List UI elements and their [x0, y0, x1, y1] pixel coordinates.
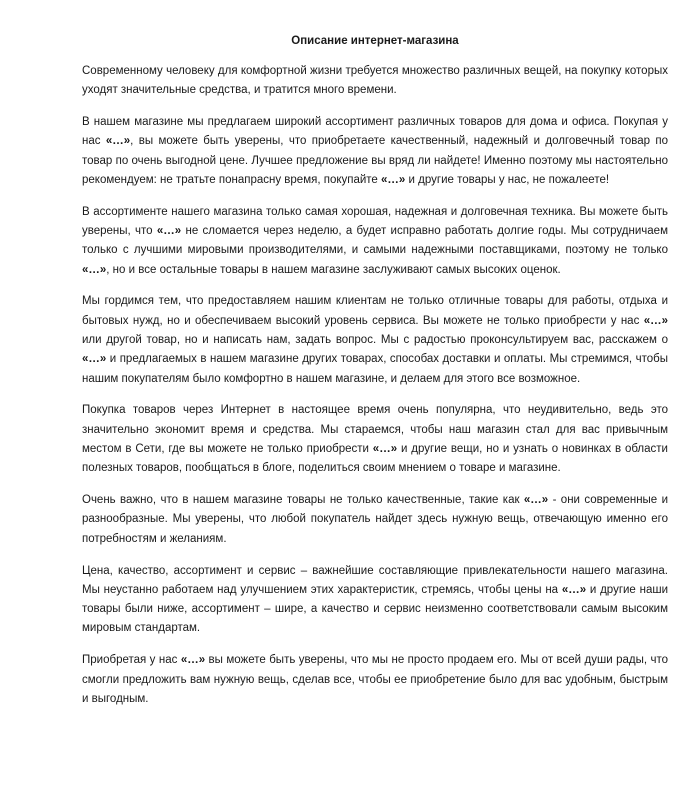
paragraph-text: не сломается через неделю, а будет исправно работать долгие годы. Мы сотрудничаем только с лучшими мировыми производителями, и самыми надежными поставщиками, поэтому не только — [82, 225, 668, 257]
product-placeholder: «…» — [82, 263, 107, 276]
paragraph-2 — [82, 113, 668, 190]
paragraph-text: и другие вещи, но и узнать о новинках в области полезных товаров, пообщаться в блоге, поделиться своим мнением о товаре и магазине. — [82, 443, 668, 475]
paragraph-7 — [82, 562, 668, 639]
paragraph-4 — [82, 292, 668, 388]
paragraph-3 — [82, 203, 668, 280]
paragraph-text: и другие товары у нас, не пожалеете! — [405, 173, 610, 186]
product-placeholder: «…» — [105, 135, 131, 148]
paragraph-text: Мы гордимся тем, что предоставляем нашим клиентам не только отличные товары для работы, отдыха и бытовых нужд, но и обеспечиваем высокий уровень сервиса. Вы можете не только приобрести у нас — [82, 295, 668, 327]
product-placeholder: «…» — [82, 353, 107, 366]
paragraph-text: , но и все остальные товары в нашем магазине заслуживают самых высоких оценок. — [106, 263, 561, 276]
paragraph-8 — [82, 651, 668, 709]
paragraph-6 — [82, 491, 668, 549]
paragraph-text: - они современные и разнообразные. Мы уверены, что любой покупатель найдет здесь нужную вещь, отвечающую именно его потребностям и желаниям. — [82, 494, 669, 545]
product-placeholder: «…» — [372, 443, 398, 456]
paragraph-text: В ассортименте нашего магазина только самая хорошая, надежная и долговечная техника. Вы можете быть уверены, что — [82, 205, 668, 238]
paragraph-1 — [82, 62, 668, 101]
paragraph-text: В нашем магазине мы предлагаем широкий ассортимент различных товаров для дома и офиса. Покупая у нас — [82, 116, 668, 148]
paragraph-text: , вы можете быть уверены, что приобретаете качественный, надежный и долговечный товар по товар по очень выгодной цене. Лучшее предложение вы вряд ли найдете! Именно поэтому мы настоятельно рекомендуем: не тратьте понапрасну время, покупайте — [82, 135, 668, 186]
paragraph-text: Очень важно, что в нашем магазине товары не только качественные, такие как — [82, 494, 524, 507]
paragraph-text: Современному человеку для комфортной жизни требуется множество различных вещей, на покупку которых уходят значительные средства, и тратится много времени. — [82, 65, 668, 97]
document-page — [82, 33, 668, 722]
product-placeholder: «…» — [381, 173, 406, 186]
paragraph-text: вы можете быть уверены, что мы не просто продаем его. Мы от всей души рады, что смогли предложить вам нужную вещь, сделав все, чтобы ее приобретение было для вас удобным, быстрым и выгодным. — [82, 654, 668, 705]
product-placeholder: «…» — [156, 225, 182, 238]
document-title: Описание интернет-магазина — [291, 35, 459, 47]
paragraph-text: или другой товар, но и написать нам, задать вопрос. Мы с радостью проконсультируем вас, расскажем о — [82, 334, 668, 347]
product-placeholder: «…» — [523, 494, 549, 507]
paragraph-text: Цена, качество, ассортимент и сервис – важнейшие составляющие привлекательности нашего магазина. Мы неустанно работаем над улучшением этих характеристик, стремясь, чтобы цены на — [82, 564, 668, 596]
product-placeholder: «…» — [643, 314, 668, 327]
document-body — [82, 62, 668, 709]
product-placeholder: «…» — [561, 583, 587, 596]
paragraph-text: Приобретая у нас — [82, 654, 181, 667]
paragraph-text: и предлагаемых в нашем магазине других товарах, способах доставки и оплаты. Мы стремимся, чтобы нашим покупателям было комфортно в нашем магазине, и делаем для этого все возможное. — [82, 353, 668, 385]
paragraph-5 — [82, 401, 668, 478]
product-placeholder: «…» — [180, 654, 206, 667]
paragraph-text: Покупка товаров через Интернет в настоящее время очень популярна, что неудивительно, ведь это значительно экономит время и средства. Мы стараемся, чтобы наш магазин стал для вас привычным местом в Сети, где вы можете не только приобрести — [82, 404, 668, 456]
paragraph-text: и другие наши товары были ниже, ассортимент – шире, а качество и сервис неизменно соответствовали самым высоким мировым стандартам. — [82, 583, 668, 635]
